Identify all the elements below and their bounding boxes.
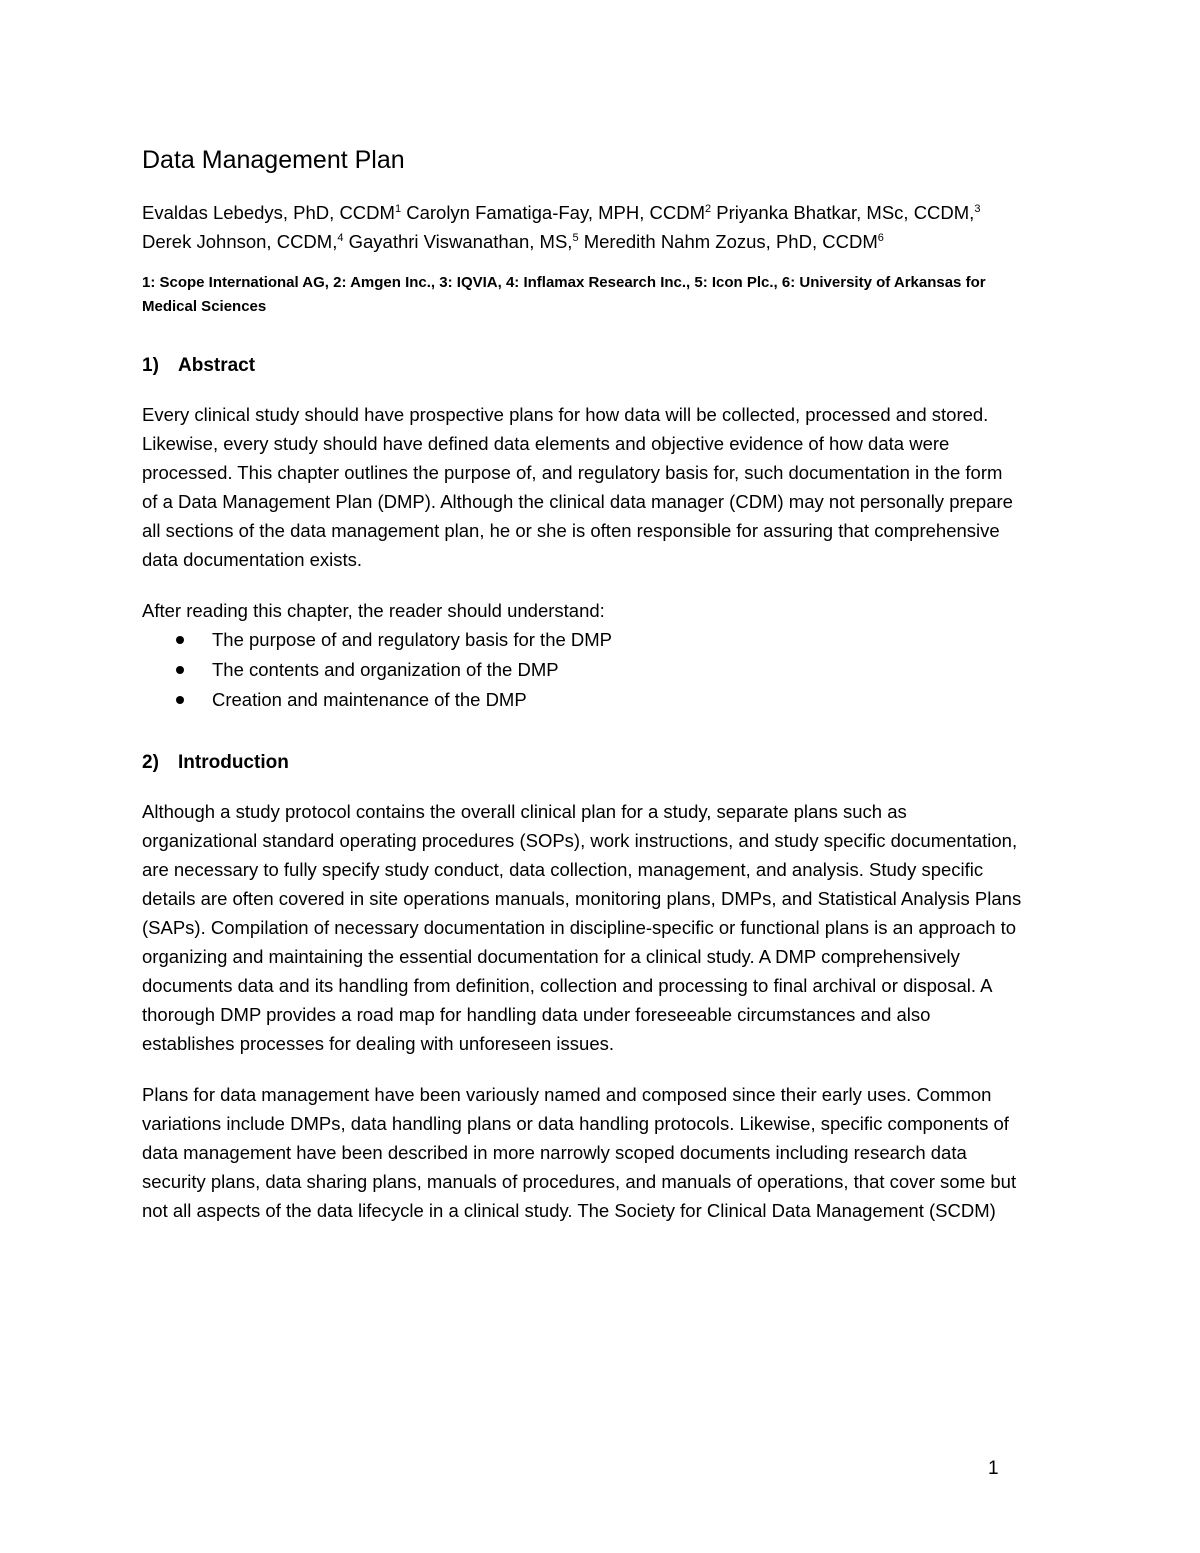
affiliation-marker-1: 1: [394, 202, 402, 215]
author-2: Carolyn Famatiga-Fay, MPH, CCDM: [401, 202, 706, 223]
section-heading-abstract: [142, 352, 1022, 380]
page-number: 1: [988, 1458, 999, 1479]
section-title: Abstract: [178, 355, 256, 376]
document-body: [142, 144, 1022, 1247]
abstract-paragraph-1: Every clinical study should have prospective plans for how data will be collected, processed and stored. Likewise, every study should have defined data elements and objective evidence of how data were processed. This chapter outlines the purpose of, and regulatory basis for, such documentation in the form of a Data Management Plan (DMP). Although the clinical data manager (CDM) may not personally prepare all sections of the data management plan, he or she is often responsible for assuring that comprehensive data documentation exists.: [142, 404, 1013, 570]
section-heading-introduction: [142, 749, 1022, 777]
author-4: Derek Johnson, CCDM,: [142, 231, 338, 252]
bullet-icon: [176, 636, 184, 644]
bullet-icon: [176, 696, 184, 704]
author-list: [142, 198, 1022, 256]
introduction-paragraph-1: Although a study protocol contains the overall clinical plan for a study, separate plans such as organizational standard operating procedures (SOPs), work instructions, and study specific documentation, are necessary to fully specify study conduct, data collection, management, and analysis. Study specific details are often covered in site operations manuals, monitoring plans, DMPs, and Statistical Analysis Plans (SAPs). Compilation of necessary documentation in discipline-specific or functional plans is an approach to organizing and maintaining the essential documentation for a clinical study. A DMP comprehensively documents data and its handling from definition, collection and processing to final archival or disposal. A thorough DMP provides a road map for handling data under foreseeable circumstances and also establishes processes for dealing with unforeseen issues.: [142, 801, 1022, 1054]
author-6: Meredith Nahm Zozus, PhD, CCDM: [578, 231, 878, 252]
affiliation-marker-6: 6: [877, 231, 884, 244]
author-3: Priyanka Bhatkar, MSc, CCDM,: [711, 202, 975, 223]
list-item-text: Creation and maintenance of the DMP: [212, 689, 527, 710]
list-item-text: The purpose of and regulatory basis for the DMP: [212, 629, 613, 650]
introduction-paragraph-2: Plans for data management have been variously named and composed since their early uses. Common variations include DMPs, data handling plans or data handling protocols. Likewise, specific components of data management have been described in more narrowly scoped documents including research data security plans, data sharing plans, manuals of procedures, and manuals of operations, that cover some but not all aspects of the data lifecycle in a clinical study. The Society for Clinical Data Management (SCDM): [142, 1084, 1017, 1221]
list-item: [142, 655, 1022, 685]
document-title: Data Management Plan: [142, 146, 405, 174]
abstract-paragraph-2: After reading this chapter, the reader should understand:: [142, 600, 605, 621]
section-number: 1): [142, 355, 159, 376]
affiliations: 1: Scope International AG, 2: Amgen Inc., 3: IQVIA, 4: Inflamax Research Inc., 5: Icon Plc., 6: University of Arkansas for Medical Sciences: [142, 274, 986, 315]
section-number: 2): [142, 752, 159, 773]
author-5: Gayathri Viswanathan, MS,: [343, 231, 573, 252]
section-title: Introduction: [178, 752, 289, 773]
list-item: [142, 625, 1022, 655]
list-item-text: The contents and organization of the DMP: [212, 659, 559, 680]
learning-objectives-list: [142, 625, 1022, 715]
affiliation-marker-2: 2: [705, 202, 712, 215]
author-1: Evaldas Lebedys, PhD, CCDM: [142, 202, 395, 223]
bullet-icon: [176, 666, 184, 674]
affiliation-marker-4: 4: [337, 231, 344, 244]
affiliation-marker-3: 3: [974, 202, 981, 215]
affiliation-marker-5: 5: [572, 231, 579, 244]
list-item: [142, 685, 1022, 715]
